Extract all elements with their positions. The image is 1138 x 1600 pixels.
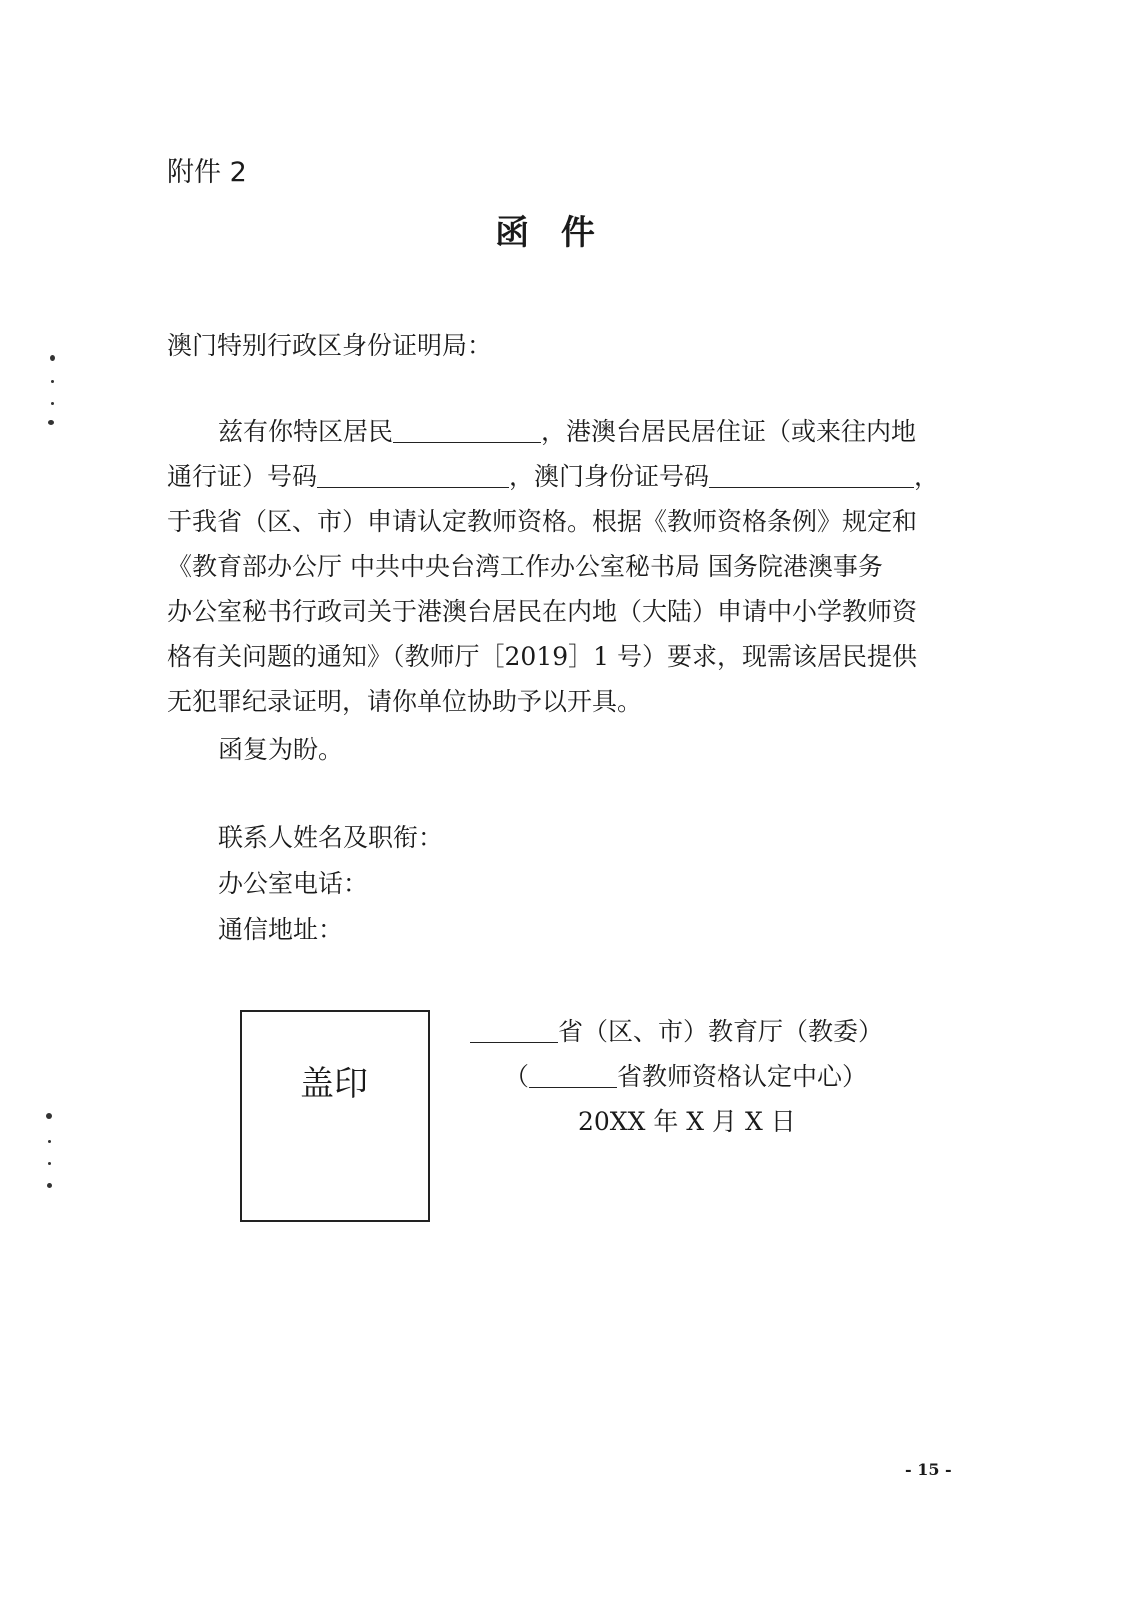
center-paren: （ <box>504 1062 530 1091</box>
scan-speck <box>48 1162 51 1165</box>
seal-label: 盖印 <box>300 1064 368 1104</box>
center-label: 省教师资格认定中心） <box>617 1062 868 1091</box>
signature-dept <box>470 1012 883 1048</box>
body-line-6: 格有关问题的通知》（教师厅［2019］1 号）要求，现需该居民提供 <box>167 642 917 671</box>
signature-center <box>504 1057 867 1093</box>
scan-speck <box>48 1140 51 1143</box>
body-line-7: 无犯罪纪录证明，请你单位协助予以开具。 <box>167 687 643 716</box>
document-title: 函 件 <box>495 213 605 253</box>
attachment-label: 附件 2 <box>167 157 247 188</box>
body-line-2 <box>167 457 939 493</box>
page-number: - 15 - <box>905 1460 952 1479</box>
resident-name-blank[interactable] <box>393 418 541 443</box>
scan-speck <box>46 1113 52 1119</box>
scan-speck <box>48 420 54 425</box>
body-line-1 <box>218 412 916 448</box>
comma: ， <box>914 462 940 491</box>
center-province-blank[interactable] <box>529 1063 617 1088</box>
contact-name-title: 联系人姓名及职衔： <box>218 823 444 852</box>
contact-phone: 办公室电话： <box>218 869 369 898</box>
permit-number-label: 通行证）号码 <box>167 462 318 491</box>
closing-line: 函复为盼。 <box>218 735 344 764</box>
body-line-3: 于我省（区、市）申请认定教师资格。根据《教师资格条例》规定和 <box>167 507 918 536</box>
body-line-4: 《教育部办公厅 中共中央台湾工作办公室秘书局 国务院港澳事务 <box>167 552 883 581</box>
permit-label: ，港澳台居民居住证（或来往内地 <box>541 417 917 446</box>
resident-label: 兹有你特区居民 <box>218 417 394 446</box>
dept-label: 省（区、市）教育厅（教委） <box>558 1017 884 1046</box>
scan-speck <box>50 355 55 361</box>
macau-id-blank[interactable] <box>709 463 914 488</box>
macau-id-label: ，澳门身份证号码 <box>509 462 710 491</box>
signature-date: 20XX 年 X 月 X 日 <box>578 1107 796 1136</box>
scan-speck <box>51 402 54 405</box>
contact-address: 通信地址： <box>218 915 344 944</box>
scan-speck <box>47 1183 52 1188</box>
permit-number-blank[interactable] <box>317 463 509 488</box>
province-blank[interactable] <box>470 1018 558 1043</box>
seal-box <box>240 1010 430 1222</box>
recipient: 澳门特别行政区身份证明局： <box>167 331 493 360</box>
scan-speck <box>51 380 54 383</box>
body-line-5: 办公室秘书行政司关于港澳台居民在内地（大陆）申请中小学教师资 <box>167 597 918 626</box>
